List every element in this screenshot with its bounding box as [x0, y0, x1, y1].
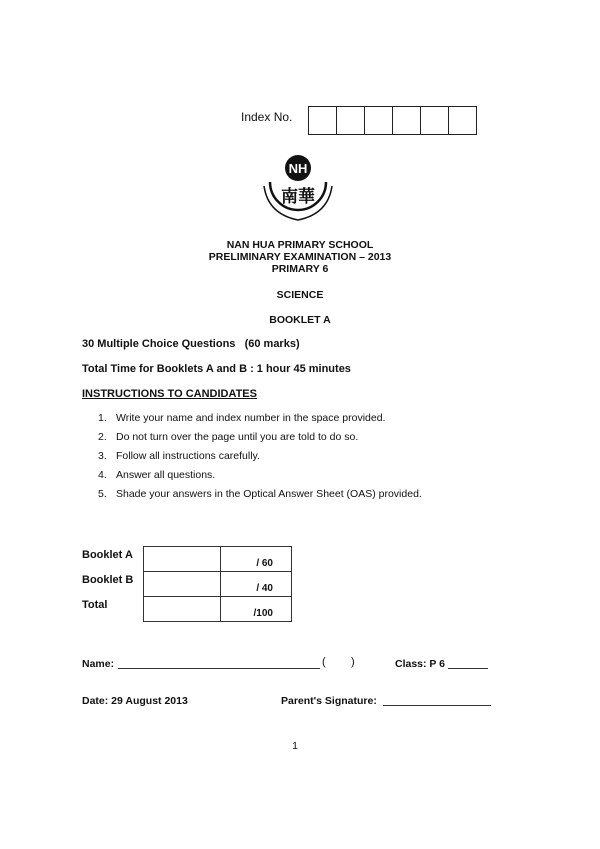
total-max: /100	[253, 608, 273, 619]
instructions-title: INSTRUCTIONS TO CANDIDATES	[82, 388, 257, 400]
instruction-number: 1.	[98, 412, 107, 424]
logo-chinese-text: 南華	[281, 187, 315, 207]
parent-signature-label: Parent's Signature:	[281, 695, 377, 707]
booklet-title: BOOKLET A	[269, 314, 331, 326]
index-digit-box[interactable]	[393, 107, 421, 134]
instruction-text: Shade your answers in the Optical Answer Sheet (OAS) provided.	[116, 488, 422, 500]
total-label: Total	[82, 599, 108, 611]
index-digit-box[interactable]	[421, 107, 449, 134]
index-digit-box[interactable]	[309, 107, 337, 134]
exam-title: PRELIMINARY EXAMINATION – 2013	[208, 251, 392, 263]
instruction-text: Follow all instructions carefully.	[116, 450, 260, 462]
school-logo	[258, 152, 338, 224]
booklet-a-label: Booklet A	[82, 549, 133, 561]
index-number-boxes[interactable]	[308, 106, 477, 135]
exam-level: PRIMARY 6	[271, 263, 329, 275]
class-field[interactable]	[448, 668, 488, 669]
instruction-number: 3.	[98, 450, 107, 462]
index-digit-box[interactable]	[365, 107, 393, 134]
marks-table	[143, 546, 292, 622]
index-digit-box[interactable]	[337, 107, 365, 134]
instructions-list	[98, 412, 422, 507]
instruction-text: Write your name and index number in the space provided.	[116, 412, 386, 424]
marks-entry-cell[interactable]	[144, 572, 221, 597]
table-row	[144, 572, 292, 597]
register-number-close: )	[351, 656, 355, 668]
marks-max-cell	[221, 597, 292, 622]
marks-max-cell	[221, 547, 292, 572]
instruction-item	[98, 431, 422, 450]
index-number-label: Index No.	[241, 110, 293, 124]
instruction-item	[98, 450, 422, 469]
instruction-number: 5.	[98, 488, 107, 500]
instruction-text: Answer all questions.	[116, 469, 216, 481]
marks-entry-cell[interactable]	[144, 547, 221, 572]
instruction-item	[98, 488, 422, 507]
marks-max-cell	[221, 572, 292, 597]
booklet-a-max: / 60	[256, 558, 273, 569]
booklet-b-max: / 40	[256, 583, 273, 594]
register-number-open: (	[322, 656, 326, 668]
instruction-number: 2.	[98, 431, 107, 443]
subject-title: SCIENCE	[276, 289, 324, 301]
instruction-item	[98, 469, 422, 488]
name-field[interactable]	[118, 668, 320, 669]
logo-monogram: NH	[288, 161, 308, 176]
class-label: Class: P 6	[395, 658, 446, 670]
time-info: Total Time for Booklets A and B : 1 hour 45 minutes	[82, 363, 351, 375]
marks-entry-cell[interactable]	[144, 597, 221, 622]
name-label: Name:	[82, 658, 115, 670]
index-digit-box[interactable]	[449, 107, 476, 134]
date-label: Date: 29 August 2013	[82, 695, 188, 707]
table-row	[144, 597, 292, 622]
instruction-number: 4.	[98, 469, 107, 481]
table-row	[144, 547, 292, 572]
instruction-item	[98, 412, 422, 431]
questions-info: 30 Multiple Choice Questions (60 marks)	[82, 338, 300, 350]
school-name: NAN HUA PRIMARY SCHOOL	[226, 239, 374, 251]
booklet-b-label: Booklet B	[82, 574, 134, 586]
instruction-text: Do not turn over the page until you are told to do so.	[116, 431, 359, 443]
page-number: 1	[292, 740, 298, 752]
parent-signature-field[interactable]	[383, 705, 491, 706]
